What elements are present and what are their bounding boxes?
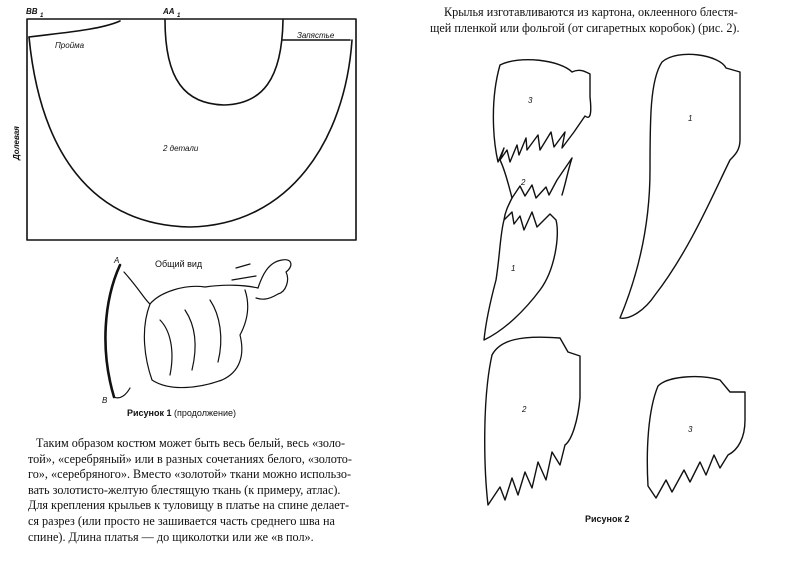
pattern-outer-arc — [29, 37, 352, 227]
label-bb-sub: 1 — [40, 13, 44, 19]
left-paragraph-line: ся разрез (или просто не зашивается часть среднего шва на — [28, 513, 335, 528]
pattern-rectangle — [27, 19, 356, 240]
wing1-label-1: 1 — [511, 264, 516, 273]
left-paragraph-line: Для крепления крыльев к туловищу в платье на спине делает- — [28, 498, 350, 513]
left-paragraph-line: вать золотисто-желтую блестящую ткань (к примеру, атлас). — [28, 482, 341, 497]
pattern-armhole-curve — [29, 21, 120, 37]
label-aa-sub: 1 — [177, 13, 181, 19]
figure-2-caption — [585, 514, 630, 524]
label-b: B — [102, 396, 108, 405]
wing2-label: 1 — [688, 114, 693, 123]
label-proima: Пройма — [55, 41, 85, 50]
figure-1-caption-bold: Рисунок 1 — [127, 408, 172, 418]
wing1-label-2: 2 — [521, 178, 526, 187]
figure-1-caption-rest: (продолжение) — [171, 408, 237, 418]
right-paragraph-line: щей пленкой или фольгой (от сигаретных коробок) (рис. 2). — [430, 21, 740, 35]
figure-1-caption — [127, 408, 236, 418]
label-zapyastie: Запястье — [297, 31, 335, 40]
label-bb: BB — [26, 7, 38, 16]
right-paragraph — [430, 4, 780, 36]
right-paragraph-line: Крылья изготавливаются из картона, оклеенного блестя- — [444, 5, 738, 19]
left-paragraph-line: го», «серебряного». Вместо «золотой» ткани можно использо- — [28, 467, 352, 482]
figure-2-caption-text: Рисунок 2 — [585, 514, 630, 524]
arm-overview-drawing — [105, 260, 290, 398]
label-aa: AA — [163, 7, 175, 16]
label-details: 2 детали — [163, 144, 199, 153]
wing-4 — [647, 377, 745, 498]
wing-1 — [484, 60, 591, 340]
pattern-wrist-curve — [165, 20, 283, 105]
left-paragraph — [28, 436, 360, 545]
wing-3 — [485, 337, 580, 505]
left-paragraph-line: Таким образом костюм может быть весь белый, весь «золо- — [36, 436, 346, 450]
wing1-label-3: 3 — [528, 96, 533, 105]
wing-2 — [620, 54, 740, 318]
wing3-label: 2 — [522, 405, 527, 414]
label-dolevaya: Долевая — [12, 126, 21, 160]
label-a: A — [114, 256, 120, 265]
label-overview: Общий вид — [155, 259, 203, 269]
left-paragraph-line: той», «серебряный» или в разных сочетаниях белого, «золото- — [28, 451, 352, 466]
wing4-label: 3 — [688, 425, 693, 434]
left-paragraph-line: спине). Длина платья — до щиколотки или же «в пол». — [28, 529, 314, 544]
